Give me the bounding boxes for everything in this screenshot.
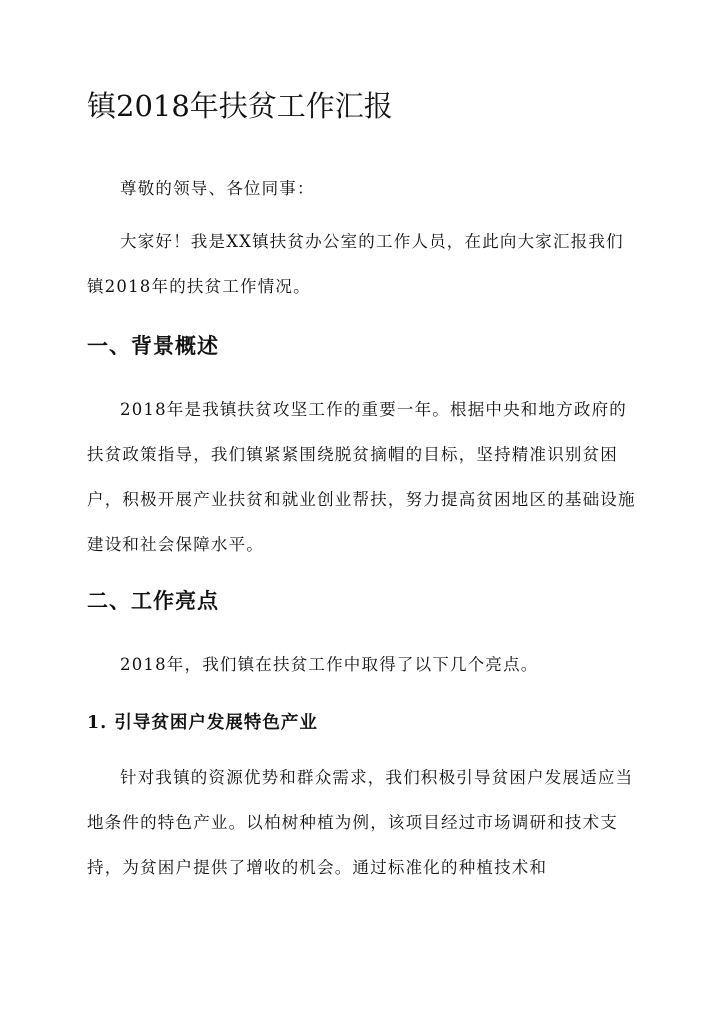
highlights-intro-paragraph: 2018年，我们镇在扶贫工作中取得了以下几个亮点。	[120, 655, 539, 674]
specialty-industry-paragraph: 针对我镇的资源优势和群众需求，我们积极引导贫困户发展适应当地条件的特色产业。以柏树种植为例，该项目经过市场调研和技术支持，为贫困户提供了增收的机会。通过标准化的种植技术和	[87, 768, 634, 877]
section-heading-background: 一、背景概述	[87, 333, 219, 358]
subheading-specialty-industry: 1. 引导贫困户发展特色产业	[87, 713, 318, 733]
greeting-paragraph: 尊敬的领导、各位同事：	[120, 179, 315, 198]
section-heading-highlights: 二、工作亮点	[87, 588, 219, 613]
background-paragraph: 2018年是我镇扶贫攻坚工作的重要一年。根据中央和地方政府的扶贫政策指导，我们镇紧紧围绕脱贫摘帽的目标，坚持精准识别贫困户，积极开展产业扶贫和就业创业帮扶，努力提高贫困地区的基础设施建设和社会保障水平。	[87, 400, 636, 554]
intro-paragraph: 大家好！我是XX镇扶贫办公室的工作人员，在此向大家汇报我们镇2018年的扶贫工作情况。	[87, 232, 624, 296]
document-title: 镇2018年扶贫工作汇报	[87, 89, 393, 123]
